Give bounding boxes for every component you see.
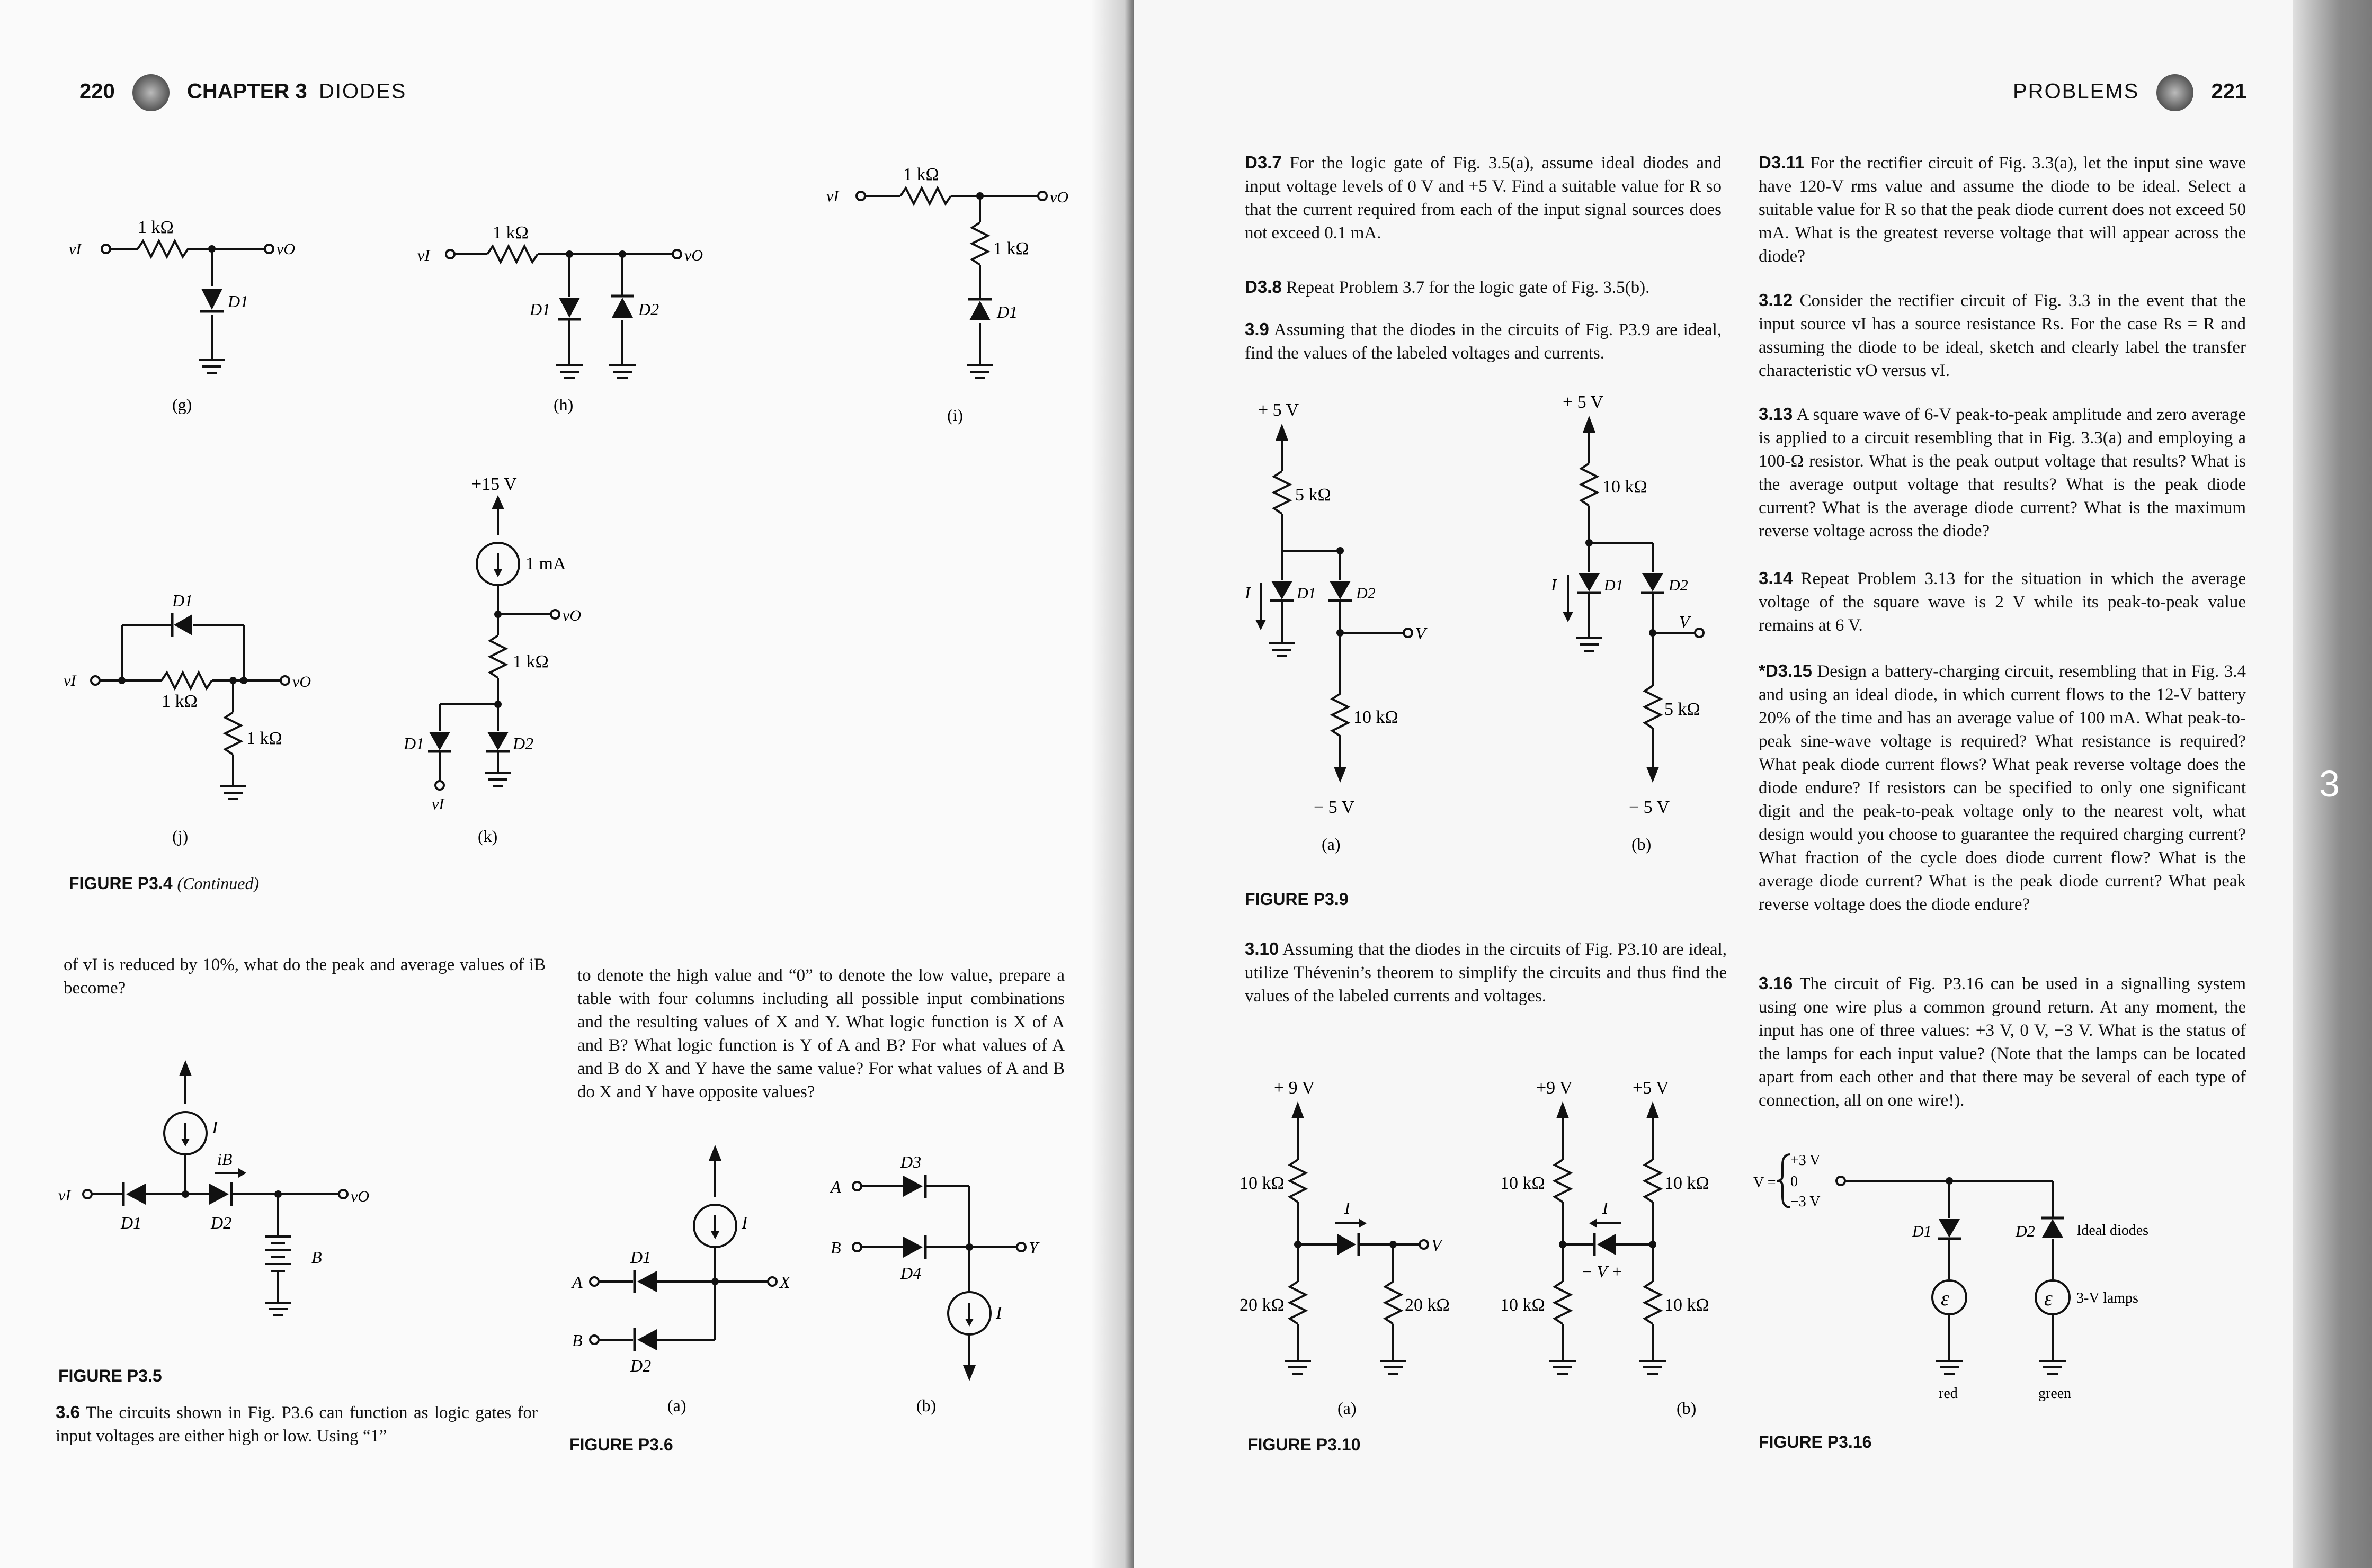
problem-d3-7 xyxy=(1245,151,1722,245)
p34j-vo-label: vO xyxy=(292,673,311,691)
p34h-d2-label: D2 xyxy=(638,300,659,319)
chapter-title: DIODES xyxy=(318,79,407,103)
p35-b-label: B xyxy=(311,1248,322,1267)
problem-3-6-number: 3.6 xyxy=(56,1402,80,1422)
p316-red-label: red xyxy=(1939,1385,1958,1402)
problem-3-13-number: 3.13 xyxy=(1759,404,1793,424)
p34g-diode-label: D1 xyxy=(228,292,249,311)
p39a-r1-label: 5 kΩ xyxy=(1295,485,1331,505)
p34k-r-label: 1 kΩ xyxy=(513,652,549,671)
p310b-r1-label: 10 kΩ xyxy=(1500,1173,1545,1193)
lamp-red-icon: ε xyxy=(1941,1286,1949,1310)
p39b-i-label: I xyxy=(1551,575,1557,594)
p36a-d2-label: D2 xyxy=(630,1356,652,1375)
p35-vi-label: vI xyxy=(58,1187,71,1204)
problem-d3-8 xyxy=(1245,275,1722,299)
problem-3-13-text: A square wave of 6-V peak-to-peak amplitude and zero average is applied to a circuit resembling that in Fig. 3.3(a) and employing a 100-Ω resistor. What is the peak output voltage that results? What is the average output voltage that results? What is the peak diode current? What is the average diode current? What is the maximum reverse voltage across the diode? xyxy=(1759,405,2246,541)
p39a-d2-label: D2 xyxy=(1356,585,1376,602)
left-page xyxy=(0,0,1134,1568)
p34j-d-label: D1 xyxy=(172,591,193,610)
p316-lamps-label: 3-V lamps xyxy=(2076,1290,2138,1306)
figure-p36-caption: FIGURE P3.6 xyxy=(569,1435,673,1454)
chapter-edge-tab: 3 xyxy=(2319,763,2340,804)
p34h-d1-label: D1 xyxy=(530,300,551,319)
problem-continuation-text: of vI is reduced by 10%, what do the peak and average values of iB become? xyxy=(64,955,546,998)
p34i-vo-label: vO xyxy=(1050,189,1068,206)
p34k-vi-label: vI xyxy=(432,795,444,813)
problem-d3-11-text: For the rectifier circuit of Fig. 3.3(a), let the input sine wave have 120-V rms value and assume the diode to be ideal. Select a suitable value for R so that the peak diode current does not exceed 50 mA. What is the greatest reverse voltage that will appear across the diode? xyxy=(1759,154,2246,266)
p310b-v-label: − V + xyxy=(1581,1262,1623,1281)
problem-3-16 xyxy=(1759,972,2246,1112)
chapter-label: CHAPTER 3 xyxy=(187,79,307,103)
problem-3-6-continuation: to denote the high value and “0” to denote the low value, prepare a table with four columns including all possible input combinations and the resulting values of X and Y. What logic function is X of A and B? What logic function is Y of A and B? For what values of A and B do X and Y have the same value? For what values of A and B do X and Y have opposite values? xyxy=(577,966,1065,1101)
p34k-d1-label: D1 xyxy=(404,734,425,753)
page-number-left: 220 xyxy=(79,79,115,103)
p310a-i-label: I xyxy=(1344,1198,1350,1217)
p34h-vi-label: vI xyxy=(417,247,430,264)
problem-3-9 xyxy=(1245,318,1722,365)
problem-3-10 xyxy=(1245,937,1727,1008)
problem-d3-8-text: Repeat Problem 3.7 for the logic gate of Fig. 3.5(b). xyxy=(1286,278,1650,297)
p34j-r1-label: 1 kΩ xyxy=(162,692,198,711)
problem-3-10-number: 3.10 xyxy=(1245,939,1279,958)
problem-3-12-number: 3.12 xyxy=(1759,290,1793,310)
p310a-v-label: V xyxy=(1431,1235,1442,1255)
p310b-r4-label: 10 kΩ xyxy=(1664,1295,1709,1315)
figure-p34-caption xyxy=(69,874,259,893)
p34i-r1-label: 1 kΩ xyxy=(903,165,939,184)
figure-p39-a xyxy=(1229,397,1451,858)
p36a-b-label: B xyxy=(572,1331,583,1350)
p310a-r2-label: 20 kΩ xyxy=(1239,1295,1285,1315)
p36a-a-label: A xyxy=(572,1273,583,1292)
p36b-y-label: Y xyxy=(1029,1238,1038,1257)
page-number-right: 221 xyxy=(2211,79,2247,103)
p316-d2-label: D2 xyxy=(2016,1223,2035,1240)
figure-p39-b xyxy=(1473,389,1700,858)
p34k-d2-label: D2 xyxy=(513,734,534,753)
figure-p310-a xyxy=(1239,1075,1462,1435)
p310b-top2-label: +5 V xyxy=(1633,1078,1669,1098)
figure-p316-caption: FIGURE P3.16 xyxy=(1759,1432,1872,1451)
figure-p34-k xyxy=(392,471,667,853)
problem-3-12 xyxy=(1759,289,2246,382)
left-page-header xyxy=(79,74,406,111)
p35-vo-label: vO xyxy=(351,1188,369,1205)
p34g-resistor-label: 1 kΩ xyxy=(138,218,174,237)
problem-3-9-number: 3.9 xyxy=(1245,319,1269,339)
p34i-d-label: D1 xyxy=(997,302,1018,321)
page-edge xyxy=(2293,0,2372,1568)
p35-d2-label: D2 xyxy=(211,1213,232,1232)
p39b-d1-label: D1 xyxy=(1604,577,1624,594)
figure-p36-a xyxy=(572,1139,805,1419)
figure-p34-g xyxy=(69,201,313,424)
p39b-top-label: + 5 V xyxy=(1563,392,1604,412)
problem-d3-7-number: D3.7 xyxy=(1245,153,1282,172)
p316-green-label: green xyxy=(2038,1385,2072,1402)
right-page xyxy=(1134,0,2372,1568)
p34j-vi-label: vI xyxy=(64,672,76,689)
problem-3-14-text: Repeat Problem 3.13 for the situation in which the average voltage of the square wave is 2 V while its peak-to-peak value remains at 6 V. xyxy=(1759,569,2246,635)
p316-v-label: V = xyxy=(1753,1175,1776,1191)
problem-d3-15 xyxy=(1759,659,2246,916)
p34k-supply-label: +15 V xyxy=(471,474,517,494)
p36b-sub-label: (b) xyxy=(916,1396,937,1415)
p34i-r2-label: 1 kΩ xyxy=(993,239,1029,258)
p310b-top1-label: +9 V xyxy=(1536,1078,1573,1098)
p34j-sub-label: (j) xyxy=(172,827,189,846)
p39b-r2-label: 5 kΩ xyxy=(1664,700,1700,719)
figure-p34-caption-note: (Continued) xyxy=(177,874,260,893)
figure-p34-j xyxy=(64,588,360,853)
p34g-vo-label: vO xyxy=(277,240,295,258)
problem-3-14 xyxy=(1759,567,2246,637)
p316-v3-label: −3 V xyxy=(1790,1194,1821,1210)
problem-d3-11 xyxy=(1759,151,2246,268)
p310b-i-label: I xyxy=(1602,1198,1608,1217)
figure-p34-caption-label: FIGURE P3.4 xyxy=(69,874,173,893)
p36a-d1-label: D1 xyxy=(630,1248,652,1267)
p310b-r3-label: 10 kΩ xyxy=(1500,1295,1545,1315)
figure-p34-h xyxy=(417,212,731,424)
p39b-bot-label: − 5 V xyxy=(1629,798,1670,817)
p36a-i-label: I xyxy=(742,1213,748,1233)
p34j-r2-label: 1 kΩ xyxy=(246,729,282,748)
figure-p316 xyxy=(1753,1139,2149,1414)
right-page-header xyxy=(2013,74,2246,111)
p36b-d3-label: D3 xyxy=(900,1152,922,1171)
problem-3-13 xyxy=(1759,402,2246,543)
p316-d1-label: D1 xyxy=(1912,1223,1932,1240)
p34i-sub-label: (i) xyxy=(947,406,964,425)
problem-d3-11-number: D3.11 xyxy=(1759,153,1805,172)
chapter-logo-icon-right xyxy=(2156,74,2193,111)
p35-ib-label: iB xyxy=(217,1150,233,1169)
p310a-top-label: + 9 V xyxy=(1274,1078,1315,1098)
figure-p310-caption: FIGURE P3.10 xyxy=(1247,1435,1361,1454)
p35-i-label: I xyxy=(212,1118,218,1137)
figure-p35 xyxy=(58,1054,397,1361)
p34g-sub-label: (g) xyxy=(172,395,192,414)
p39a-v-label: V xyxy=(1415,624,1426,643)
p39a-d1-label: D1 xyxy=(1297,585,1316,602)
problem-d3-7-text: For the logic gate of Fig. 3.5(a), assume ideal diodes and input voltage levels of 0 V and +5 V. Find a suitable value for R so that the current required from each of the input signal sources does not exceed 0.1 mA. xyxy=(1245,154,1722,243)
p310a-sub-label: (a) xyxy=(1337,1399,1357,1418)
problem-3-16-number: 3.16 xyxy=(1759,973,1793,993)
problem-3-14-number: 3.14 xyxy=(1759,568,1793,588)
p310b-sub-label: (b) xyxy=(1677,1399,1697,1418)
p36a-x-label: X xyxy=(780,1273,790,1292)
problem-3-12-text: Consider the rectifier circuit of Fig. 3.3 in the event that the input source vI has a source resistance Rs. For the case Rs = R and assuming the diode to be ideal, sketch and clearly label the transfer characteristic vO versus vI. xyxy=(1759,291,2246,380)
chapter-logo-icon xyxy=(132,74,170,111)
p39b-d2-label: D2 xyxy=(1669,577,1688,594)
p34k-current-label: 1 mA xyxy=(525,554,566,574)
figure-p34-i xyxy=(826,159,1091,434)
p34i-vi-label: vI xyxy=(826,187,839,205)
figure-p35-caption: FIGURE P3.5 xyxy=(58,1366,162,1385)
problem-d3-15-number: *D3.15 xyxy=(1759,661,1812,680)
problem-d3-8-number: D3.8 xyxy=(1245,277,1282,297)
p316-v2-label: 0 xyxy=(1790,1173,1798,1190)
p36a-sub-label: (a) xyxy=(667,1396,686,1415)
problem-3-6-text: The circuits shown in Fig. P3.6 can function as logic gates for input voltages are either high or low. Using “1” xyxy=(56,1403,538,1446)
p34h-resistor-label: 1 kΩ xyxy=(493,223,529,243)
problem-d3-15-text: Design a battery-charging circuit, resembling that in Fig. 3.4 and using an ideal diode, in which current flows to the 12-V battery 20% of the time and has an average value of 100 mA. What peak-to-peak sine-wave voltage is required? What resistance is required? What peak diode current flows? What peak reverse voltage does the diode endure? If resistors can be specified to only one significant digit and the peak-to-peak voltage only to the nearest volt, what design would you choose to guarantee the required charging current? What fraction of the cycle does diode current flow? What is the average diode current? What is the peak diode current? What peak reverse voltage does the diode endure? xyxy=(1759,662,2246,914)
p39a-r2-label: 10 kΩ xyxy=(1353,707,1398,727)
p310a-r1-label: 10 kΩ xyxy=(1239,1173,1285,1193)
p34k-sub-label: (k) xyxy=(478,827,498,846)
p34k-vo-label: vO xyxy=(563,607,581,624)
p34g-vi-label: vI xyxy=(69,240,82,258)
p316-ideal-label: Ideal diodes xyxy=(2076,1222,2149,1239)
p39b-r1-label: 10 kΩ xyxy=(1602,477,1647,497)
p36b-a-label: A xyxy=(831,1177,841,1196)
p39b-v-label: V xyxy=(1679,612,1690,631)
p39a-sub-label: (a) xyxy=(1322,835,1341,854)
p36b-b-label: B xyxy=(831,1238,841,1257)
p36b-d4-label: D4 xyxy=(900,1264,922,1283)
lamp-green-icon: ε xyxy=(2044,1286,2053,1310)
p34h-vo-label: vO xyxy=(684,247,703,264)
p36b-i-label: I xyxy=(996,1303,1002,1323)
problem-3-10-text: Assuming that the diodes in the circuits of Fig. P3.10 are ideal, utilize Thévenin’s theorem to simplify the circuits and thus find the values of the labeled currents and voltages. xyxy=(1245,940,1727,1006)
figure-p39-caption: FIGURE P3.9 xyxy=(1245,890,1349,909)
problem-3-16-text: The circuit of Fig. P3.16 can be used in a signalling system using one wire plus a common ground return. At any moment, the input has one of three values: +3 V, 0 V, −3 V. What is the status of the lamps for each input value? (Note that the lamps can be located apart from each other and that there may be several of each type of connection, all on one wire!). xyxy=(1759,974,2246,1110)
p39a-top-label: + 5 V xyxy=(1258,400,1299,420)
p310b-r2-label: 10 kΩ xyxy=(1664,1173,1709,1193)
p316-v1-label: +3 V xyxy=(1790,1152,1821,1169)
problem-3-9-text: Assuming that the diodes in the circuits of Fig. P3.9 are ideal, find the values of the labeled voltages and currents. xyxy=(1245,320,1722,363)
p39b-sub-label: (b) xyxy=(1631,835,1652,854)
p310a-r3-label: 20 kΩ xyxy=(1405,1295,1450,1315)
p39a-bot-label: − 5 V xyxy=(1314,798,1355,817)
p35-d1-label: D1 xyxy=(121,1213,142,1232)
p34h-sub-label: (h) xyxy=(554,395,574,414)
figure-p36-b xyxy=(826,1139,1059,1419)
figure-p310-b xyxy=(1494,1075,1727,1435)
problem-3-6 xyxy=(56,1401,538,1448)
p39a-i-label: I xyxy=(1245,583,1251,602)
problems-header: PROBLEMS xyxy=(2013,79,2139,103)
